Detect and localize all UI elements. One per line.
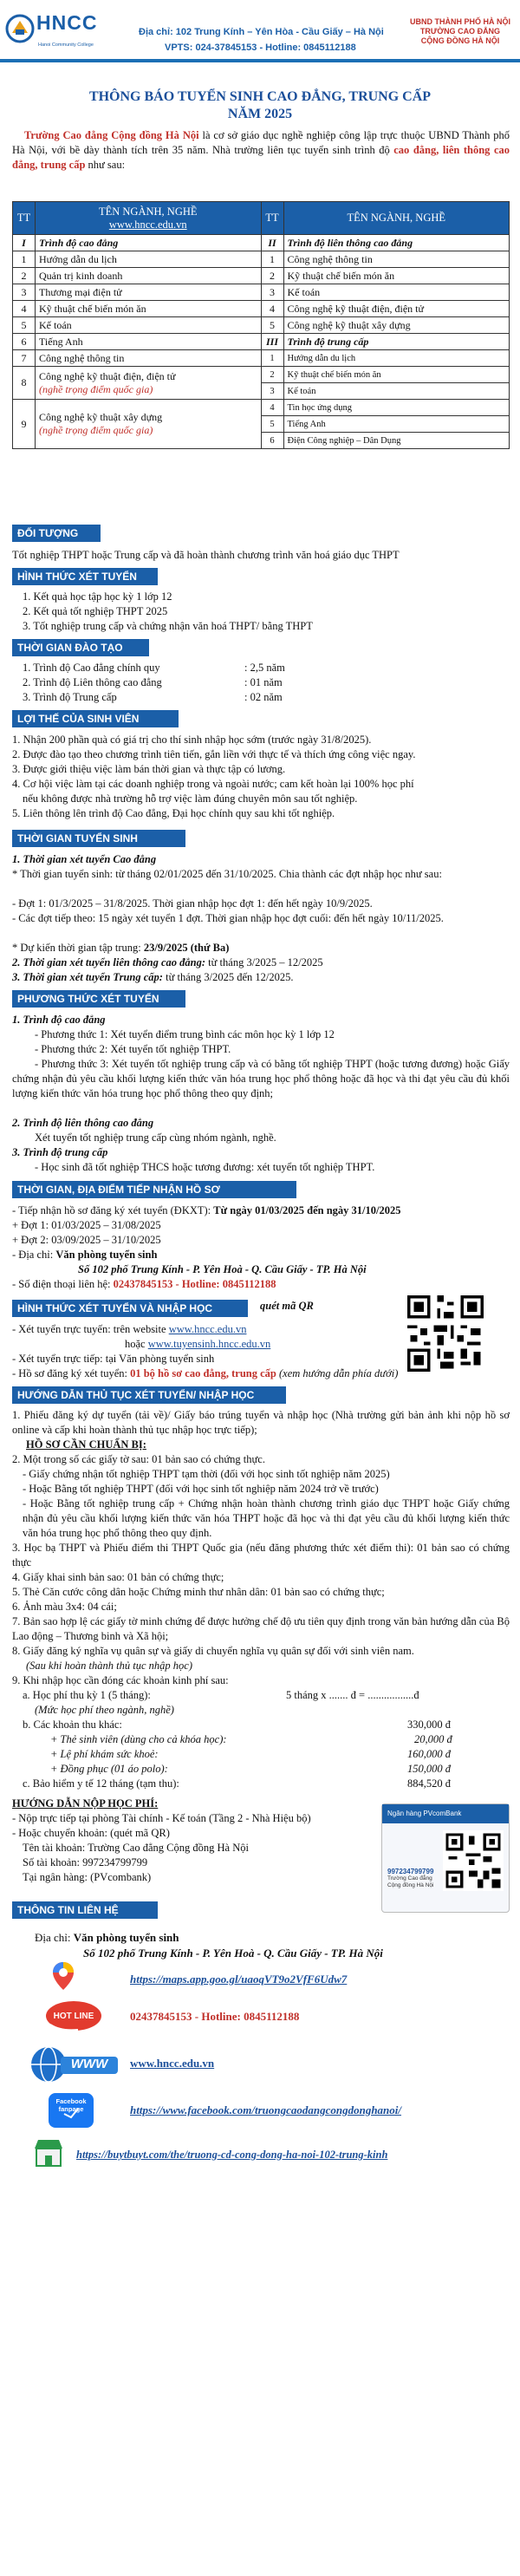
list-item: 1. Kết quả học tập học kỳ 1 lớp 12: [23, 590, 172, 603]
submission-label: - Tiếp nhận hồ sơ đăng ký xét tuyển (ĐKXT):: [12, 1204, 214, 1216]
cell-program: Thương mại điện tử: [36, 284, 262, 301]
cell-tt: 5: [261, 317, 283, 334]
table-row: [13, 268, 510, 284]
table-row: [13, 350, 510, 367]
schedule-range: từ tháng 3/2025 – 12/2025: [205, 956, 323, 968]
apply-label: - Hồ sơ đăng ký xét tuyển:: [12, 1367, 131, 1379]
fee-label: + Thẻ sinh viên (dùng cho cả khóa học):: [50, 1733, 227, 1745]
apply-label: hoặc: [125, 1338, 148, 1350]
cell-program: Công nghệ thông tin: [36, 350, 262, 367]
cell-program: Công nghệ kỹ thuật điện, điện tử: [283, 301, 510, 317]
schedule-line: - Các đợt tiếp theo: 15 ngày xét tuyển 1 đợt. Thời gian nhập học đợt cuối: đến hết ngày 10/11/2025.: [12, 912, 444, 924]
list-item: nếu không được nhà trường hỗ trợ việc làm đúng chuyên môn sau tốt nghiệp.: [23, 792, 358, 805]
cell-tt: 2: [261, 268, 283, 284]
payment-line: - Nộp trực tiếp tại phòng Tài chính - Kế toán (Tầng 2 - Nhà Hiệu bộ): [12, 1812, 311, 1824]
procedure-item: 3. Học bạ THPT và Phiếu điểm thi THPT Quốc gia (nếu đăng phương thức xét điểm thi): 01 bản sao có chứng thực: [12, 1542, 510, 1568]
section-target-heading: ĐỐI TƯỢNG: [12, 525, 101, 542]
documents-heading: HỒ SƠ CẦN CHUẨN BỊ:: [26, 1438, 146, 1451]
schedule-line: [12, 955, 510, 970]
table-row: [13, 317, 510, 334]
section-duration-heading: THỜI GIAN ĐÀO TẠO: [12, 639, 149, 656]
fee-amount: 150,000 đ: [407, 1763, 451, 1775]
bank-account-number: 997234799799: [387, 1868, 434, 1875]
cell-tt: 4: [261, 301, 283, 317]
schedule-line: - Đợt 1: 01/3/2025 – 31/8/2025. Thời gian nhập học đợt 1: đến hết ngày 10/9/2025.: [12, 897, 373, 910]
duration-label: 1. Trình độ Cao đẳng chính quy: [23, 662, 160, 674]
notice-title: THÔNG BÁO TUYỂN SINH CAO ĐẲNG, TRUNG CẤP: [88, 89, 432, 104]
source-link[interactable]: https://buytbuyt.com/the/truong-cd-cong-dong-ha-noi-102-trung-kinh: [76, 2149, 388, 2161]
program-name: Công nghệ kỹ thuật điện, điện tử: [39, 369, 176, 382]
section-benefits-heading: LỢI THẾ CỦA SINH VIÊN: [12, 710, 179, 727]
methods-sub: 2. Trình độ liên thông cao đẳng: [12, 1117, 154, 1129]
list-item: 1. Nhận 200 phần quà có giá trị cho thí sinh nhập học sớm (trước ngày 31/8/2025).: [12, 734, 372, 746]
col-tt: TT: [13, 202, 36, 235]
duration-value: : 01 năm: [244, 676, 283, 688]
cell-program: Quản trị kinh doanh: [36, 268, 262, 284]
methods-sub: 1. Trình độ cao đẳng: [12, 1014, 106, 1026]
section-admission-form-heading: HÌNH THỨC XÉT TUYỂN: [12, 568, 158, 585]
apply-line: [12, 1322, 510, 1337]
fee-label: c. Bảo hiểm y tế 12 tháng (tạm thu):: [23, 1777, 179, 1790]
fee-label: + Lệ phí khám sức khoẻ:: [50, 1748, 159, 1760]
submission-label: - Số điện thoại liên hệ:: [12, 1278, 114, 1290]
table-row: [13, 400, 510, 416]
target-text: Tốt nghiệp THPT hoặc Trung cấp và đã hoàn thành chương trình văn hoá giáo dục THPT: [12, 549, 400, 561]
duration-value: : 2,5 năm: [244, 662, 285, 674]
cell-program: Kế toán: [283, 383, 510, 400]
schedule-line: [12, 941, 510, 955]
cell-program: Công nghệ thông tin: [283, 251, 510, 268]
list-item: 5. Liên thông lên trình độ Cao đẳng, Đại học chính quy sau khi tốt nghiệp.: [12, 807, 335, 819]
cell-tt: II: [261, 235, 283, 251]
contact-phone: 02437845153 - Hotline: 0845112188: [113, 1278, 276, 1290]
col-name: [36, 202, 262, 235]
procedure-item: 4. Giấy khai sinh bản sao: 01 bản có chứng thực;: [12, 1571, 224, 1583]
payment-line: - Hoặc chuyển khoản: (quét mã QR): [12, 1827, 170, 1839]
cell-tt: 1: [13, 251, 36, 268]
hotline-icon: [43, 1999, 104, 2033]
col-tt: TT: [261, 202, 283, 235]
notice-year: NĂM 2025: [227, 107, 293, 121]
dossier-count: 01 bộ hồ sơ cao đẳng, trung cấp: [130, 1367, 276, 1379]
schedule-line: [12, 970, 510, 985]
procedure-item: 7. Bản sao hợp lệ các giấy tờ minh chứng để được hưởng chế độ ưu tiên quy định trong văn bản hướng dẫn của Bộ Lao động – Thương binh và Xã hội;: [12, 1615, 510, 1642]
cell-tt: 7: [13, 350, 36, 367]
section-contact-heading: THÔNG TIN LIÊN HỆ: [12, 1901, 158, 1919]
payment-line: Tên tài khoản: Trường Cao đẳng Cộng đồng Hà Nội: [23, 1842, 249, 1854]
hotline-badge-label: HOT LINE: [53, 2012, 94, 2021]
apply-line: [12, 1366, 510, 1381]
cell-level: Trình độ trung cấp: [283, 334, 510, 350]
payment-line: Số tài khoản: 997234799799: [23, 1856, 148, 1868]
submission-dates: Từ ngày 01/03/2025 đến ngày 31/10/2025: [213, 1204, 401, 1216]
map-pin-icon: [52, 1961, 75, 1991]
section-submission-heading: THỜI GIAN, ĐỊA ĐIỂM TIẾP NHẬN HỒ SƠ: [12, 1181, 296, 1198]
schedule-line: * Thời gian tuyển sinh: từ tháng 02/01/2025 đến 31/10/2025. Chia thành các đợt nhập học như sau:: [12, 868, 442, 880]
col-name: TÊN NGÀNH, NGHỀ: [283, 202, 510, 235]
schedule-label: 2. Thời gian xét tuyển liên thông cao đẳng:: [12, 956, 206, 968]
schedule-sub: 1. Thời gian xét tuyển Cao đẳng: [12, 853, 157, 865]
cell-tt: 6: [13, 334, 36, 350]
submission-line: [12, 1277, 510, 1292]
procedure-subitem: - Hoặc Bằng tốt nghiệp trung cấp + Chứng nhận hoàn thành chương trình giáo dục THPT hoặc Giấy chứng nhận đủ yêu cầu khối lượng kiến thức văn hóa THPT hoặc đã học và thi đạt yêu cầu đủ khối lượng kiến thức văn hóa trung học phổ thông theo quy định.: [23, 1497, 510, 1539]
list-item: 2. Được đào tạo theo chương trình tiên tiến, gắn liền với thực tế và thích ứng công việc ngay.: [12, 748, 416, 760]
fee-amount: 884,520 đ: [407, 1777, 451, 1790]
apply-line: - Xét tuyển trực tiếp: tại Văn phòng tuyển sinh: [12, 1353, 215, 1365]
duration-value: : 02 năm: [244, 691, 283, 703]
method-item: - Phương thức 1: Xét tuyển điểm trung bình các môn học kỳ 1 lớp 12: [35, 1028, 335, 1040]
schedule-date: 23/9/2025 (thứ Ba): [143, 942, 230, 954]
website-link[interactable]: www.hncc.edu.vn: [168, 1323, 247, 1335]
bank-account-name: Trường Cao đẳng Cộng đồng Hà Nội: [387, 1875, 434, 1888]
list-item: 3. Được giới thiệu việc làm bán thời gian và thực tập có lương.: [12, 763, 286, 775]
contact-address: Số 102 phố Trung Kính - P. Yên Hoà - Q. Cầu Giấy - TP. Hà Nội: [83, 1947, 383, 1960]
bank-name: Ngân hàng PVcomBank: [382, 1804, 509, 1823]
procedure-note: (Sau khi hoàn thành thủ tục nhập học): [26, 1660, 192, 1672]
header-right-line: TRƯỜNG CAO ĐẲNG: [419, 27, 501, 36]
program-note: (nghề trọng điểm quốc gia): [39, 382, 153, 395]
section-methods-heading: PHƯƠNG THỨC XÉT TUYỂN: [12, 990, 185, 1008]
section-apply-heading: HÌNH THỨC XÉT TUYỂN VÀ NHẬP HỌC: [12, 1300, 248, 1317]
office-name: Văn phòng tuyển sinh: [73, 1931, 179, 1944]
method-item: - Học sinh đã tốt nghiệp THCS hoặc tương đương: xét tuyển tốt nghiệp THPT.: [35, 1161, 375, 1173]
office-address: Số 102 phố Trung Kính - P. Yên Hoà - Q. Cầu Giấy - TP. Hà Nội: [78, 1263, 367, 1275]
cell-level: Trình độ cao đẳng: [36, 235, 262, 251]
procedure-subitem: - Hoặc Bằng tốt nghiệp THPT (đối với học sinh tốt nghiệp năm 2024 trở về trước): [23, 1483, 379, 1495]
duration-label: 2. Trình độ Liên thông cao đẳng: [23, 676, 162, 688]
storefront-icon: [31, 2138, 66, 2169]
admissions-site-link[interactable]: www.tuyensinh.hncc.edu.vn: [147, 1338, 271, 1350]
cell-tt: III: [261, 334, 283, 350]
method-item: - Phương thức 2: Xét tuyển tốt nghiệp THPT.: [35, 1043, 231, 1055]
cell-tt: 9: [13, 400, 36, 449]
contact-line: [35, 1930, 520, 1945]
section-schedule-heading: THỜI GIAN TUYỂN SINH: [12, 830, 185, 847]
facebook-link[interactable]: https://www.facebook.com/truongcaodangcongdonghanoi/: [130, 2103, 402, 2116]
methods-sub: 3. Trình độ trung cấp: [12, 1146, 108, 1158]
apply-label: - Xét tuyển trực tuyến: trên website: [12, 1323, 169, 1335]
list-item: 4. Cơ hội việc làm tại các doanh nghiệp trong và ngoài nước; cam kết hoàn lại 100% học phí: [12, 778, 414, 790]
contact-label: Địa chỉ:: [35, 1931, 74, 1944]
cell-program: Tin học ứng dụng: [283, 400, 510, 416]
section-procedure-heading: HƯỚNG DẪN THỦ TỤC XÉT TUYỂN/ NHẬP HỌC: [12, 1386, 286, 1404]
cell-tt: 3: [13, 284, 36, 301]
header-phone: VPTS: 024-37845153 - Hotline: 0845112188: [165, 42, 356, 53]
hotline-number[interactable]: 02437845153 - Hotline: 0845112188: [130, 2010, 300, 2023]
cell-tt: 3: [261, 284, 283, 301]
list-item: 3. Tốt nghiệp trung cấp và chứng nhận văn hoá THPT/ bằng THPT: [23, 620, 313, 632]
procedure-item: 1. Phiếu đăng ký dự tuyển (tải về)/ Giấy báo trúng tuyển và nhập học (Nhà trường gửi bản ảnh khi nộp hồ sơ online và cấp khi hoàn thành thủ tục nhập học trực tiếp);: [12, 1409, 510, 1436]
intro-text-end: như sau:: [85, 159, 126, 171]
school-name: Trường Cao đẳng Cộng đồng Hà Nội: [24, 129, 199, 141]
fee-formula: 5 tháng x ....... đ = .................đ: [286, 1689, 419, 1701]
submission-line: [12, 1248, 510, 1262]
fee-label: + Đồng phục (01 áo polo):: [50, 1763, 168, 1775]
intro-text: là cơ sở giáo dục nghề nghiệp công lập trực thuộc UBND Thành phố Hà Nội, với bề dày thành tích trên 35 năm. Nhà trường liên tục tuyển sinh trình độ: [12, 129, 510, 156]
cell-program: Hướng dẫn du lịch: [36, 251, 262, 268]
cell-tt: 1: [261, 350, 283, 367]
submission-line: [12, 1203, 510, 1218]
header-address: Địa chỉ: 102 Trung Kính – Yên Hòa - Cầu Giấy – Hà Nội: [139, 27, 384, 37]
procedure-item: 9. Khi nhập học cần đóng các khoản kinh phí sau:: [12, 1674, 229, 1686]
cell-tt: 8: [13, 367, 36, 400]
qr-label: quét mã QR: [260, 1300, 314, 1312]
cell-tt: 4: [13, 301, 36, 317]
fee-amount: 330,000 đ: [407, 1718, 451, 1731]
program-name: Công nghệ kỹ thuật xây dựng: [39, 411, 163, 423]
header-right-line: CỘNG ĐỒNG HÀ NỘI: [420, 36, 500, 45]
procedure-item: 6. Ảnh màu 3x4: 04 cái;: [12, 1601, 117, 1613]
cell-tt: 1: [261, 251, 283, 268]
fee-note: (Mức học phí theo ngành, nghề): [35, 1704, 174, 1716]
intro-paragraph: [12, 128, 510, 173]
office-name: Văn phòng tuyển sinh: [55, 1249, 158, 1261]
procedure-subitem: - Giấy chứng nhận tốt nghiệp THPT tạm thời (đối với học sinh tốt nghiệp năm 2025): [23, 1468, 390, 1480]
school-logo: [5, 12, 101, 50]
procedure-item: 2. Một trong số các giấy tờ sau: 01 bản sao có chứng thực.: [12, 1453, 265, 1465]
cell-program: Công nghệ kỹ thuật xây dựng: [283, 317, 510, 334]
bank-transfer-card[interactable]: [381, 1803, 510, 1913]
cell-tt: 6: [261, 433, 283, 449]
apply-line: [125, 1337, 520, 1352]
col-name-label: TÊN NGÀNH, NGHỀ: [98, 205, 198, 218]
cell-level: Trình độ liên thông cao đẳng: [283, 235, 510, 251]
cell-tt: 2: [13, 268, 36, 284]
www-icon: [26, 2044, 121, 2084]
cell-tt: I: [13, 235, 36, 251]
cell-program: Tiếng Anh: [283, 416, 510, 433]
programs-table: [12, 201, 510, 449]
cell-program: Kỹ thuật chế biến món ăn: [283, 367, 510, 383]
website-link[interactable]: www.hncc.edu.vn: [130, 2057, 215, 2070]
procedure-item: 5. Thẻ Căn cước công dân hoặc Chứng minh thư nhân dân: 01 bản sao có chứng thực;: [12, 1586, 385, 1598]
table-row: [13, 251, 510, 268]
fee-label: a. Học phí thu kỳ 1 (5 tháng):: [23, 1689, 151, 1701]
schedule-range: từ tháng 3/2025 đến 12/2025.: [162, 971, 294, 983]
letterhead: [0, 0, 520, 62]
table-row: [13, 367, 510, 383]
cell-program: Kế toán: [36, 317, 262, 334]
cell-program: Kỹ thuật chế biến món ăn: [36, 301, 262, 317]
header-right-line: UBND THÀNH PHỐ HÀ NỘI: [410, 17, 510, 26]
cell-program: [36, 367, 262, 400]
intro-levels: cao đẳng, liên thông cao đẳng, trung cấp: [12, 144, 510, 171]
payment-heading: HƯỚNG DẪN NỘP HỌC PHÍ:: [12, 1797, 159, 1810]
cell-tt: 2: [261, 367, 283, 383]
schedule-label: * Dự kiến thời gian tập trung:: [12, 942, 144, 954]
fee-amount: 20,000 đ: [414, 1733, 452, 1745]
logo-wordmark: HNCC: [36, 11, 98, 34]
payment-line: Tại ngân hàng: (PVcombank): [23, 1871, 152, 1883]
cell-tt: 5: [261, 416, 283, 433]
submission-label: - Địa chỉ:: [12, 1249, 56, 1261]
submission-line: + Đợt 2: 03/09/2025 – 31/10/2025: [12, 1234, 161, 1246]
header-school-name: [407, 17, 513, 46]
table-row: [13, 284, 510, 301]
submission-line: + Đợt 1: 01/03/2025 – 31/08/2025: [12, 1219, 161, 1231]
cell-program: Kế toán: [283, 284, 510, 301]
cell-tt: 3: [261, 383, 283, 400]
payment-qr-code[interactable]: [443, 1830, 504, 1891]
procedure-item: 8. Giấy đăng ký nghĩa vụ quân sự và giấy di chuyển nghĩa vụ quân sự đối với sinh viên nam.: [12, 1645, 414, 1657]
website-link[interactable]: www.hncc.edu.vn: [108, 218, 187, 231]
table-header: [13, 202, 510, 235]
table-row: [13, 235, 510, 251]
logo-subtitle: Hanoi Community College: [38, 42, 94, 48]
program-note: (nghề trọng điểm quốc gia): [39, 424, 153, 436]
cell-program: Hướng dẫn du lịch: [283, 350, 510, 367]
dossier-note: (xem hướng dẫn phía dưới): [276, 1367, 399, 1379]
schedule-label: 3. Thời gian xét tuyển Trung cấp:: [12, 971, 163, 983]
cell-program: Kỹ thuật chế biến món ăn: [283, 268, 510, 284]
table-row: [13, 301, 510, 317]
cell-tt: 4: [261, 400, 283, 416]
cell-program: Điện Công nghiệp – Dân Dụng: [283, 433, 510, 449]
cell-program: Tiếng Anh: [36, 334, 262, 350]
table-row: [13, 334, 510, 350]
duration-label: 3. Trình độ Trung cấp: [23, 691, 117, 703]
facebook-icon: [47, 2091, 95, 2129]
method-item: - Phương thức 3: Xét tuyển tốt nghiệp trung cấp và có bằng tốt nghiệp THPT (hoặc tương đương) hoặc Giấy chứng nhận đủ yêu cầu khối lượng kiến thức văn hóa trung học phổ thông hoặc đã học và thi đạt yêu cầu đủ khối lượng kiến thức văn hóa trung học phổ thông theo quy định;: [12, 1058, 510, 1099]
map-link[interactable]: https://maps.app.goo.gl/uaoqVT9o2VfF6Udw7: [130, 1973, 348, 1986]
www-badge-label: WWW: [70, 2057, 108, 2071]
cell-tt: 5: [13, 317, 36, 334]
facebook-badge-label: Facebook fanpage: [55, 2097, 87, 2113]
method-item: Xét tuyển tốt nghiệp trung cấp cùng nhóm ngành, nghề.: [35, 1131, 276, 1144]
fee-amount: 160,000 đ: [407, 1748, 451, 1760]
fee-label: b. Các khoản thu khác:: [23, 1718, 122, 1731]
cell-program: [36, 400, 262, 449]
list-item: 2. Kết quả tốt nghiệp THPT 2025: [23, 605, 168, 617]
